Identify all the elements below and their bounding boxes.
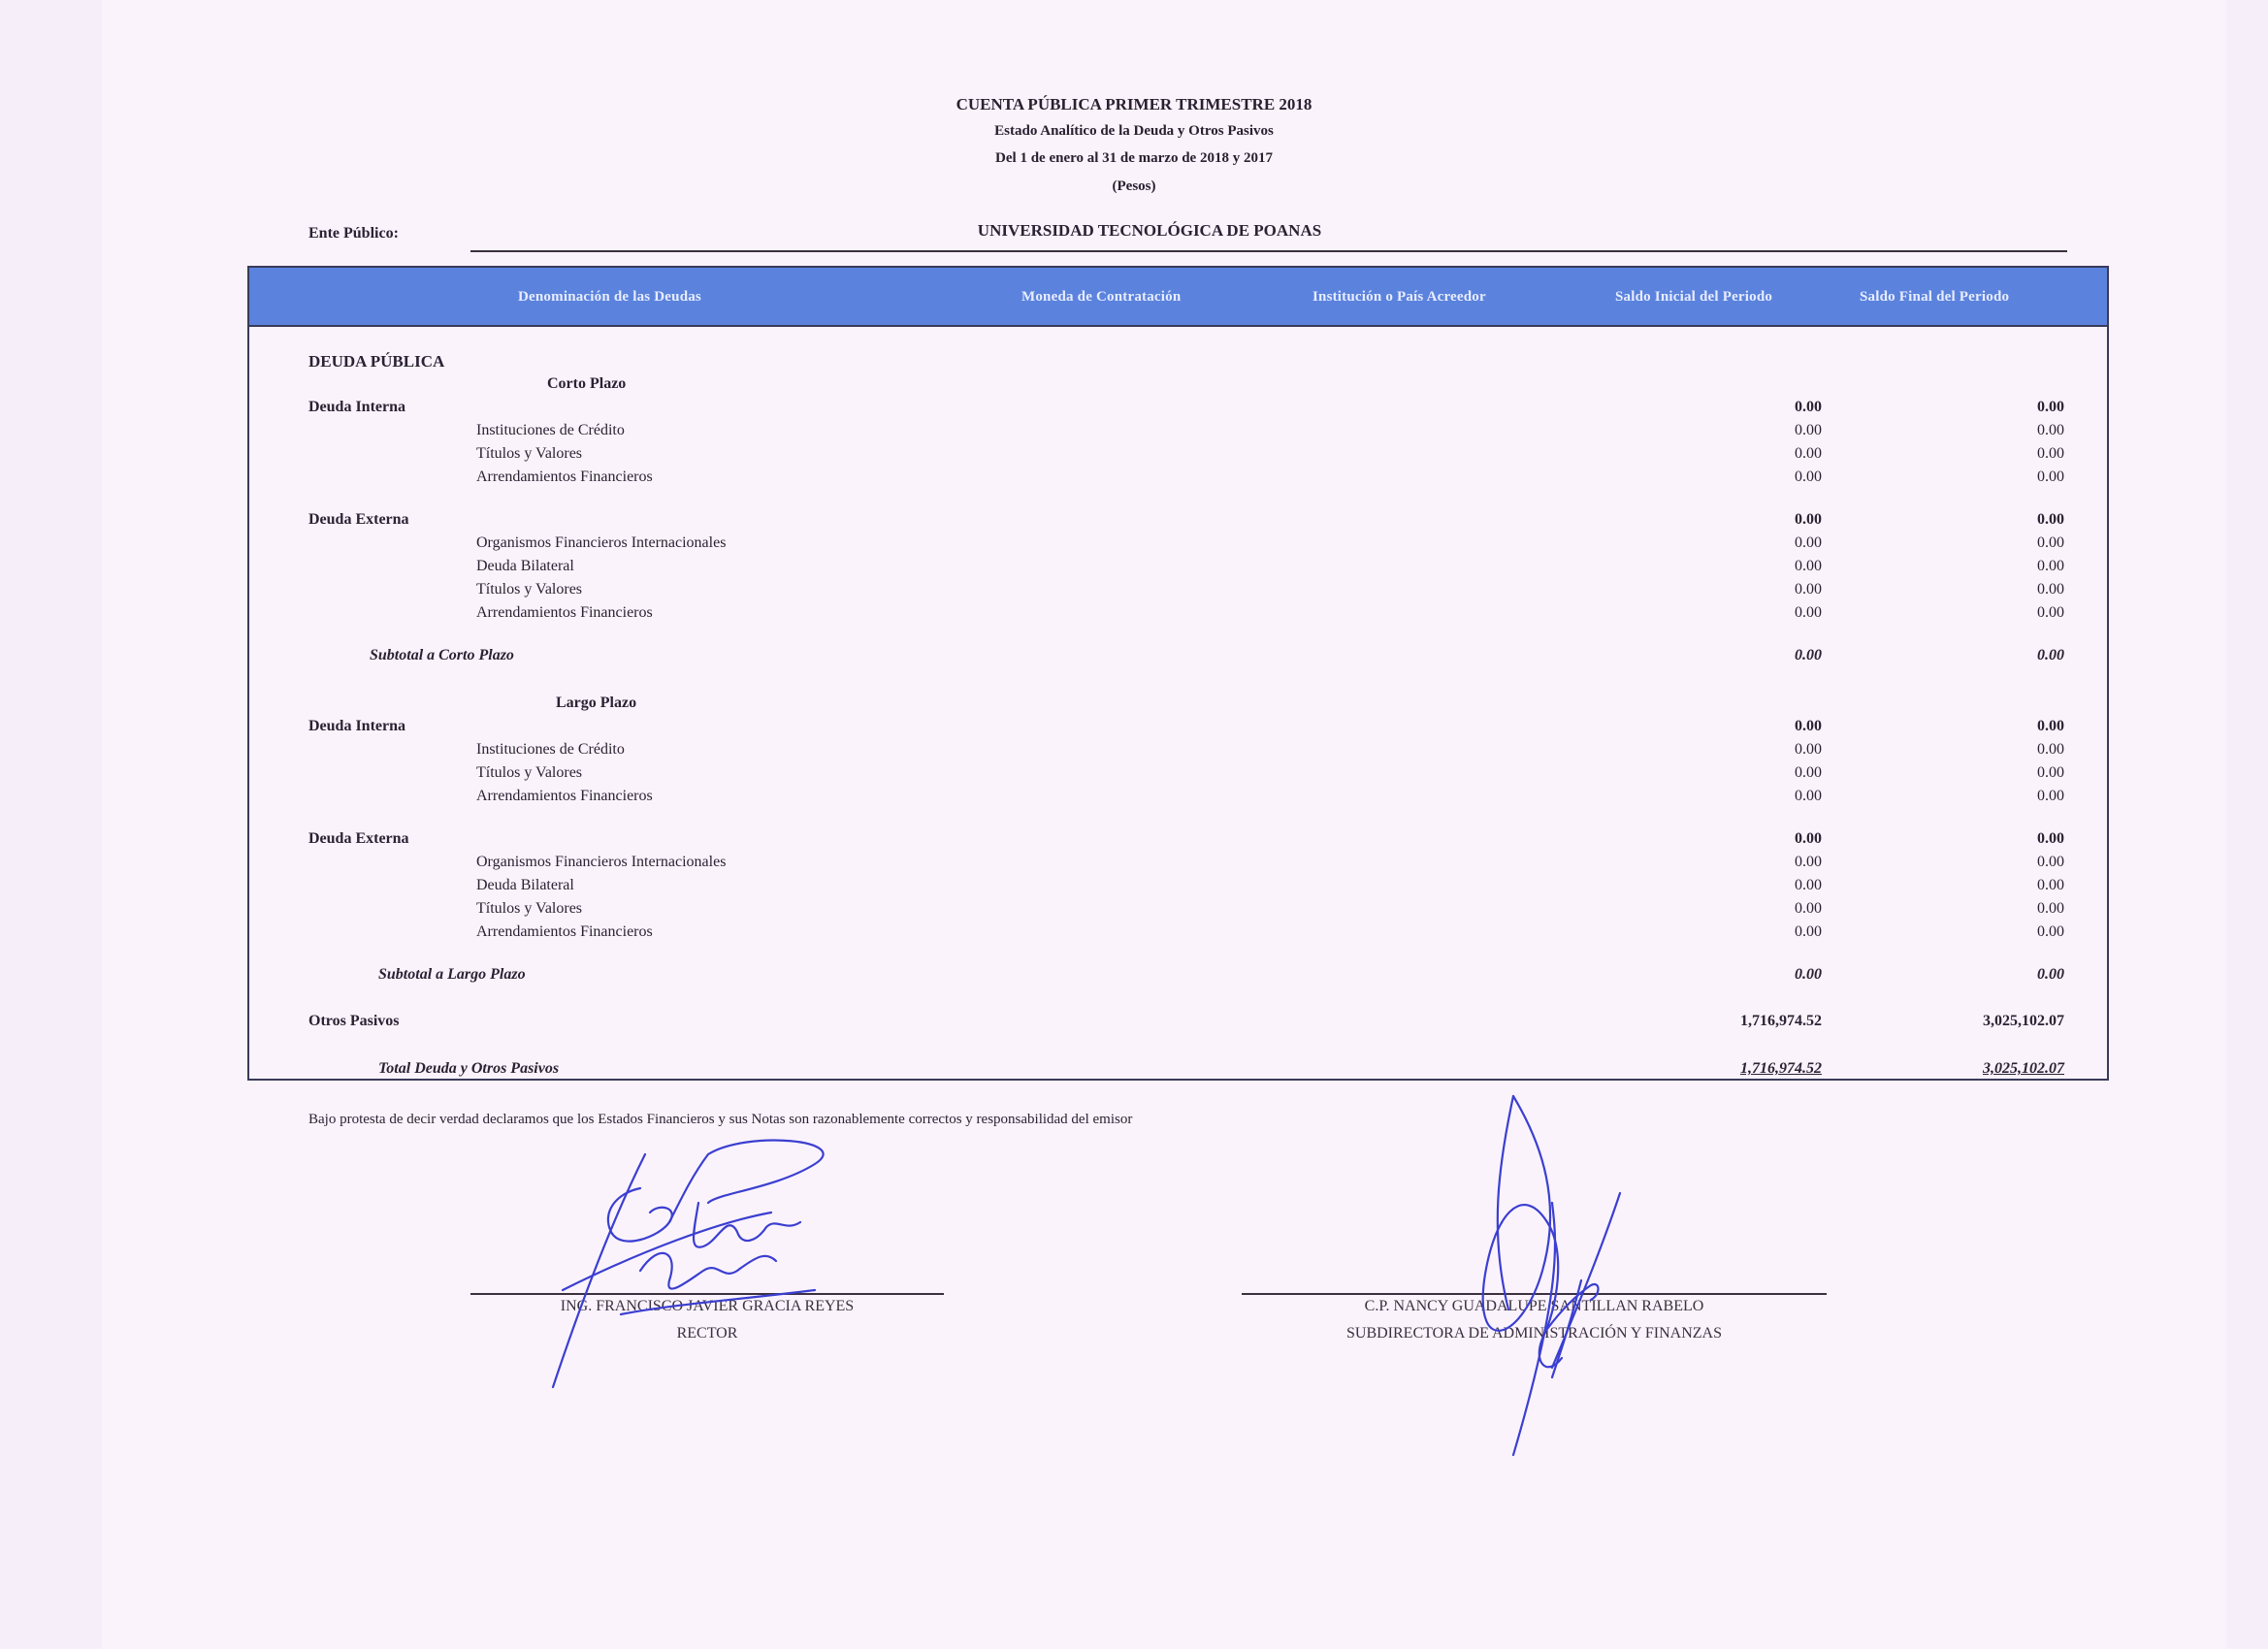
cp-externa-item-inicial: 0.00 [1795,534,1822,551]
report-units: (Pesos) [1112,178,1156,194]
cp-externa-item: Títulos y Valores [476,581,583,598]
cp-externa-item-inicial: 0.00 [1795,581,1822,598]
cp-interna-item-inicial: 0.00 [1795,469,1822,485]
table-header [249,268,2107,327]
otros-pasivos-final: 3,025,102.07 [1983,1013,2064,1029]
lp-externa-final: 0.00 [2037,830,2064,847]
col-denominacion: Denominación de las Deudas [518,289,701,305]
lp-interna-final: 0.00 [2037,718,2064,734]
signer-name-rector: ING. FRANCISCO JAVIER GRACIA REYES [560,1298,855,1314]
total-final: 3,025,102.07 [1983,1060,2064,1077]
lp-interna-label: Deuda Interna [308,718,406,734]
lp-externa-item-final: 0.00 [2037,923,2064,940]
cp-interna-item-final: 0.00 [2037,469,2064,485]
lp-interna-item: Títulos y Valores [476,764,583,781]
cp-interna-inicial: 0.00 [1795,399,1822,415]
lp-interna-item: Instituciones de Crédito [476,741,625,758]
cp-interna-item: Títulos y Valores [476,445,583,462]
lp-interna-item-final: 0.00 [2037,764,2064,781]
largo-plazo-heading: Largo Plazo [556,695,637,711]
cp-externa-item: Deuda Bilateral [476,558,574,574]
signature-rector-scribble [524,1135,892,1397]
section-title: DEUDA PÚBLICA [308,352,445,371]
col-saldo-final: Saldo Final del Periodo [1860,289,2010,305]
lp-interna-item-inicial: 0.00 [1795,764,1822,781]
ente-label: Ente Público: [308,225,399,242]
lp-subtotal-inicial: 0.00 [1795,966,1822,983]
cp-interna-item-inicial: 0.00 [1795,445,1822,462]
cp-subtotal-label: Subtotal a Corto Plazo [370,647,514,663]
lp-externa-item: Arrendamientos Financieros [476,923,653,940]
lp-interna-inicial: 0.00 [1795,718,1822,734]
total-inicial: 1,716,974.52 [1740,1060,1822,1077]
cp-interna-label: Deuda Interna [308,399,406,415]
cp-interna-item-final: 0.00 [2037,445,2064,462]
ente-underline [470,250,2067,252]
lp-subtotal-label: Subtotal a Largo Plazo [378,966,526,983]
cp-externa-label: Deuda Externa [308,511,409,528]
report-title: CUENTA PÚBLICA PRIMER TRIMESTRE 2018 [956,95,1312,113]
cp-subtotal-inicial: 0.00 [1795,647,1822,663]
debt-table [247,266,2109,1081]
ente-name: UNIVERSIDAD TECNOLÓGICA DE POANAS [977,221,1322,240]
cp-externa-item-final: 0.00 [2037,534,2064,551]
lp-externa-item: Títulos y Valores [476,900,583,917]
cp-externa-item: Organismos Financieros Internacionales [476,534,727,551]
signature-subdirectora-scribble [1455,1086,1649,1465]
col-saldo-inicial: Saldo Inicial del Periodo [1615,289,1773,305]
cp-externa-item: Arrendamientos Financieros [476,604,653,621]
corto-plazo-heading: Corto Plazo [547,375,627,392]
col-moneda: Moneda de Contratación [1021,289,1182,305]
lp-externa-item-inicial: 0.00 [1795,923,1822,940]
cp-externa-item-final: 0.00 [2037,604,2064,621]
cp-interna-item: Instituciones de Crédito [476,422,625,438]
lp-externa-item: Organismos Financieros Internacionales [476,854,727,870]
lp-externa-item-inicial: 0.00 [1795,877,1822,893]
col-institucion: Institución o País Acreedor [1312,289,1486,305]
lp-interna-item-inicial: 0.00 [1795,741,1822,758]
otros-pasivos-label: Otros Pasivos [308,1013,400,1029]
lp-externa-item-inicial: 0.00 [1795,854,1822,870]
total-label: Total Deuda y Otros Pasivos [378,1060,560,1077]
lp-externa-item-final: 0.00 [2037,854,2064,870]
declaration-text: Bajo protesta de decir verdad declaramos que los Estados Financieros y sus Notas son razonablemente correctos y responsabilidad del emisor [308,1112,1133,1127]
cp-externa-final: 0.00 [2037,511,2064,528]
lp-externa-item: Deuda Bilateral [476,877,574,893]
lp-subtotal-final: 0.00 [2037,966,2064,983]
cp-interna-item-inicial: 0.00 [1795,422,1822,438]
cp-interna-item-final: 0.00 [2037,422,2064,438]
cp-externa-item-final: 0.00 [2037,581,2064,598]
cp-externa-item-inicial: 0.00 [1795,558,1822,574]
cp-interna-item: Arrendamientos Financieros [476,469,653,485]
lp-interna-item-final: 0.00 [2037,741,2064,758]
lp-interna-item-final: 0.00 [2037,788,2064,804]
otros-pasivos-inicial: 1,716,974.52 [1740,1013,1822,1029]
report-period: Del 1 de enero al 31 de marzo de 2018 y 2017 [995,150,1273,166]
cp-subtotal-final: 0.00 [2037,647,2064,663]
cp-externa-inicial: 0.00 [1795,511,1822,528]
lp-externa-item-final: 0.00 [2037,877,2064,893]
lp-externa-label: Deuda Externa [308,830,409,847]
cp-externa-item-final: 0.00 [2037,558,2064,574]
lp-interna-item: Arrendamientos Financieros [476,788,653,804]
lp-externa-item-final: 0.00 [2037,900,2064,917]
lp-externa-inicial: 0.00 [1795,830,1822,847]
lp-interna-item-inicial: 0.00 [1795,788,1822,804]
cp-externa-item-inicial: 0.00 [1795,604,1822,621]
signer-role-subdirectora: SUBDIRECTORA DE ADMINISTRACIÓN Y FINANZAS [1346,1325,1722,1342]
cp-interna-final: 0.00 [2037,399,2064,415]
signer-role-rector: RECTOR [676,1325,738,1342]
lp-externa-item-inicial: 0.00 [1795,900,1822,917]
signer-name-subdirectora: C.P. NANCY GUADALUPE SANTILLAN RABELO [1364,1298,1704,1314]
report-subtitle: Estado Analítico de la Deuda y Otros Pasivos [994,123,1274,139]
